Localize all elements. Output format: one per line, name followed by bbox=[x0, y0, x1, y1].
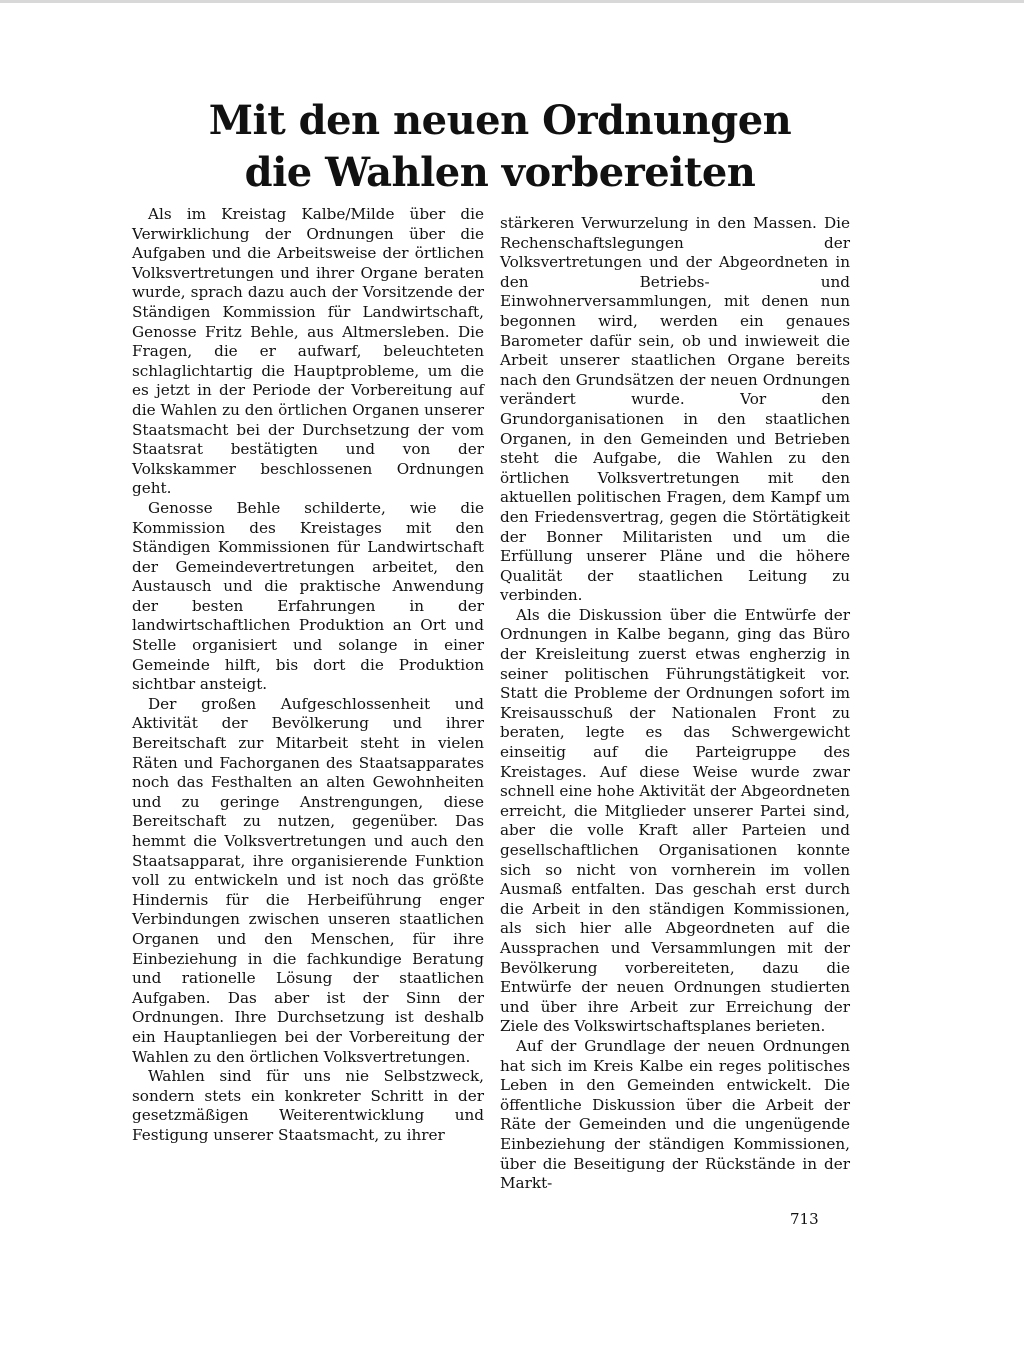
title-line-2: die Wahlen vorbereiten bbox=[244, 149, 756, 196]
scan-edge bbox=[0, 0, 1024, 3]
page-number: 713 bbox=[790, 1210, 819, 1228]
paragraph: Auf der Grundlage der neuen Ordnungen hat sich im Kreis Kalbe ein reges politisches Leben in den Gemeinden entwickelt. Die öffentliche Diskussion über die Arbeit der Räte der Gemeinden und die ungenügende Einbeziehung der ständigen Kommissionen, über die Beseitigung der Rückstände in der Markt- bbox=[500, 1036, 850, 1193]
left-column bbox=[132, 205, 484, 1146]
paragraph: Wahlen sind für uns nie Selbstzweck, sondern stets ein konkreter Schritt in der gesetzmäßigen Weiterentwicklung und Festigung unserer Staatsmacht, zu ihrer bbox=[132, 1067, 484, 1144]
paragraph: Als im Kreistag Kalbe/Milde über die Verwirklichung der Ordnungen über die Aufgaben und die Arbeitsweise der örtlichen Volksvertretungen und ihrer Organe beraten wurde, sprach dazu auch der Vorsitzende der Ständigen Kommission für Landwirtschaft, Genosse Fritz Behle, aus Altmersleben. Die Fragen, die er aufwarf, beleuchteten schlaglichtartig die Hauptprobleme, um die es jetzt in der Periode der Vorbereitung auf die Wahlen zu den örtlichen Organen unserer Staatsmacht bei der Durchsetzung der vom Staatsrat bestätigten und von der Volkskammer beschlossenen Ordnungen geht. bbox=[132, 205, 484, 498]
paragraph: Der großen Aufgeschlossenheit und Aktivität der Bevölkerung und ihrer Bereitschaft zur Mitarbeit steht in vielen Räten und Fachorganen des Staatsapparates noch das Festhalten an alten Gewohnheiten und zu geringe Anstrengungen, diese Bereitschaft zu nutzen, gegenüber. Das hemmt die Volksvertretungen und auch den Staatsapparat, ihre organisierende Funktion voll zu entwickeln und ist noch das größte Hindernis für die Herbeiführung enger Verbindungen zwischen unseren staatlichen Organen und den Menschen, für ihre Einbeziehung in die fachkundige Beratung und rationelle Lösung der staatlichen Aufgaben. Das aber ist der Sinn der Ordnungen. Ihre Durchsetzung ist deshalb ein Hauptanliegen bei der Vorbereitung der Wahlen zu den örtlichen Volksvertretungen. bbox=[132, 694, 484, 1066]
right-column bbox=[500, 214, 850, 1194]
title-line-1: Mit den neuen Ordnungen bbox=[208, 97, 792, 144]
paragraph: Als die Diskussion über die Entwürfe der Ordnungen in Kalbe begann, ging das Büro der Kreisleitung zuerst etwas engherzig in seiner politischen Führungstätigkeit vor. Statt die Probleme der Ordnungen sofort im Kreisausschuß der Nationalen Front zu beraten, legte es das Schwergewicht einseitig auf die Parteigruppe des Kreistages. Auf diese Weise wurde zwar schnell eine hohe Aktivität der Abgeordneten erreicht, die Mitglieder unserer Partei sind, aber die volle Kraft aller Parteien und gesellschaftlichen Organisationen konnte sich so nicht von vornherein im vollen Ausmaß entfalten. Das geschah erst durch die Arbeit in den ständigen Kommissionen, als sich hier alle Abgeordneten auf die Aussprachen und Versammlungen mit der Bevölkerung vorbereiteten, dazu die Entwürfe der neuen Ordnungen studierten und über ihre Arbeit zur Erreichung der Ziele des Volkswirtschaftsplanes berieten. bbox=[500, 605, 850, 1036]
article-title bbox=[120, 95, 880, 199]
paragraph-continuation: stärkeren Verwurzelung in den Massen. Die Rechenschaftslegungen der Volksvertretungen und der Abgeordneten in den Betriebs- und Einwohnerversammlungen, mit denen nun begonnen wird, werden ein genaues Barometer dafür sein, ob und inwieweit die Arbeit unserer staatlichen Organe bereits nach den Grundsätzen der neuen Ordnungen verändert wurde. Vor den Grundorganisationen in den staatlichen Organen, in den Gemeinden und Betrieben steht die Aufgabe, die Wahlen zu den örtlichen Volksvertretungen mit den aktuellen politischen Fragen, dem Kampf um den Friedensvertrag, gegen die Störtätigkeit der Bonner Militaristen und um die Erfüllung unserer Pläne und die höhere Qualität der staatlichen Leitung zu verbinden. bbox=[500, 214, 850, 605]
paragraph: Genosse Behle schilderte, wie die Kommission des Kreistages mit den Ständigen Kommissionen für Landwirtschaft der Gemeindevertretungen arbeitet, den Austausch und die praktische Anwendung der besten Erfahrungen in der landwirtschaftlichen Produktion an Ort und Stelle organisiert und solange in einer Gemeinde hilft, bis dort die Produktion sichtbar ansteigt. bbox=[132, 498, 484, 694]
